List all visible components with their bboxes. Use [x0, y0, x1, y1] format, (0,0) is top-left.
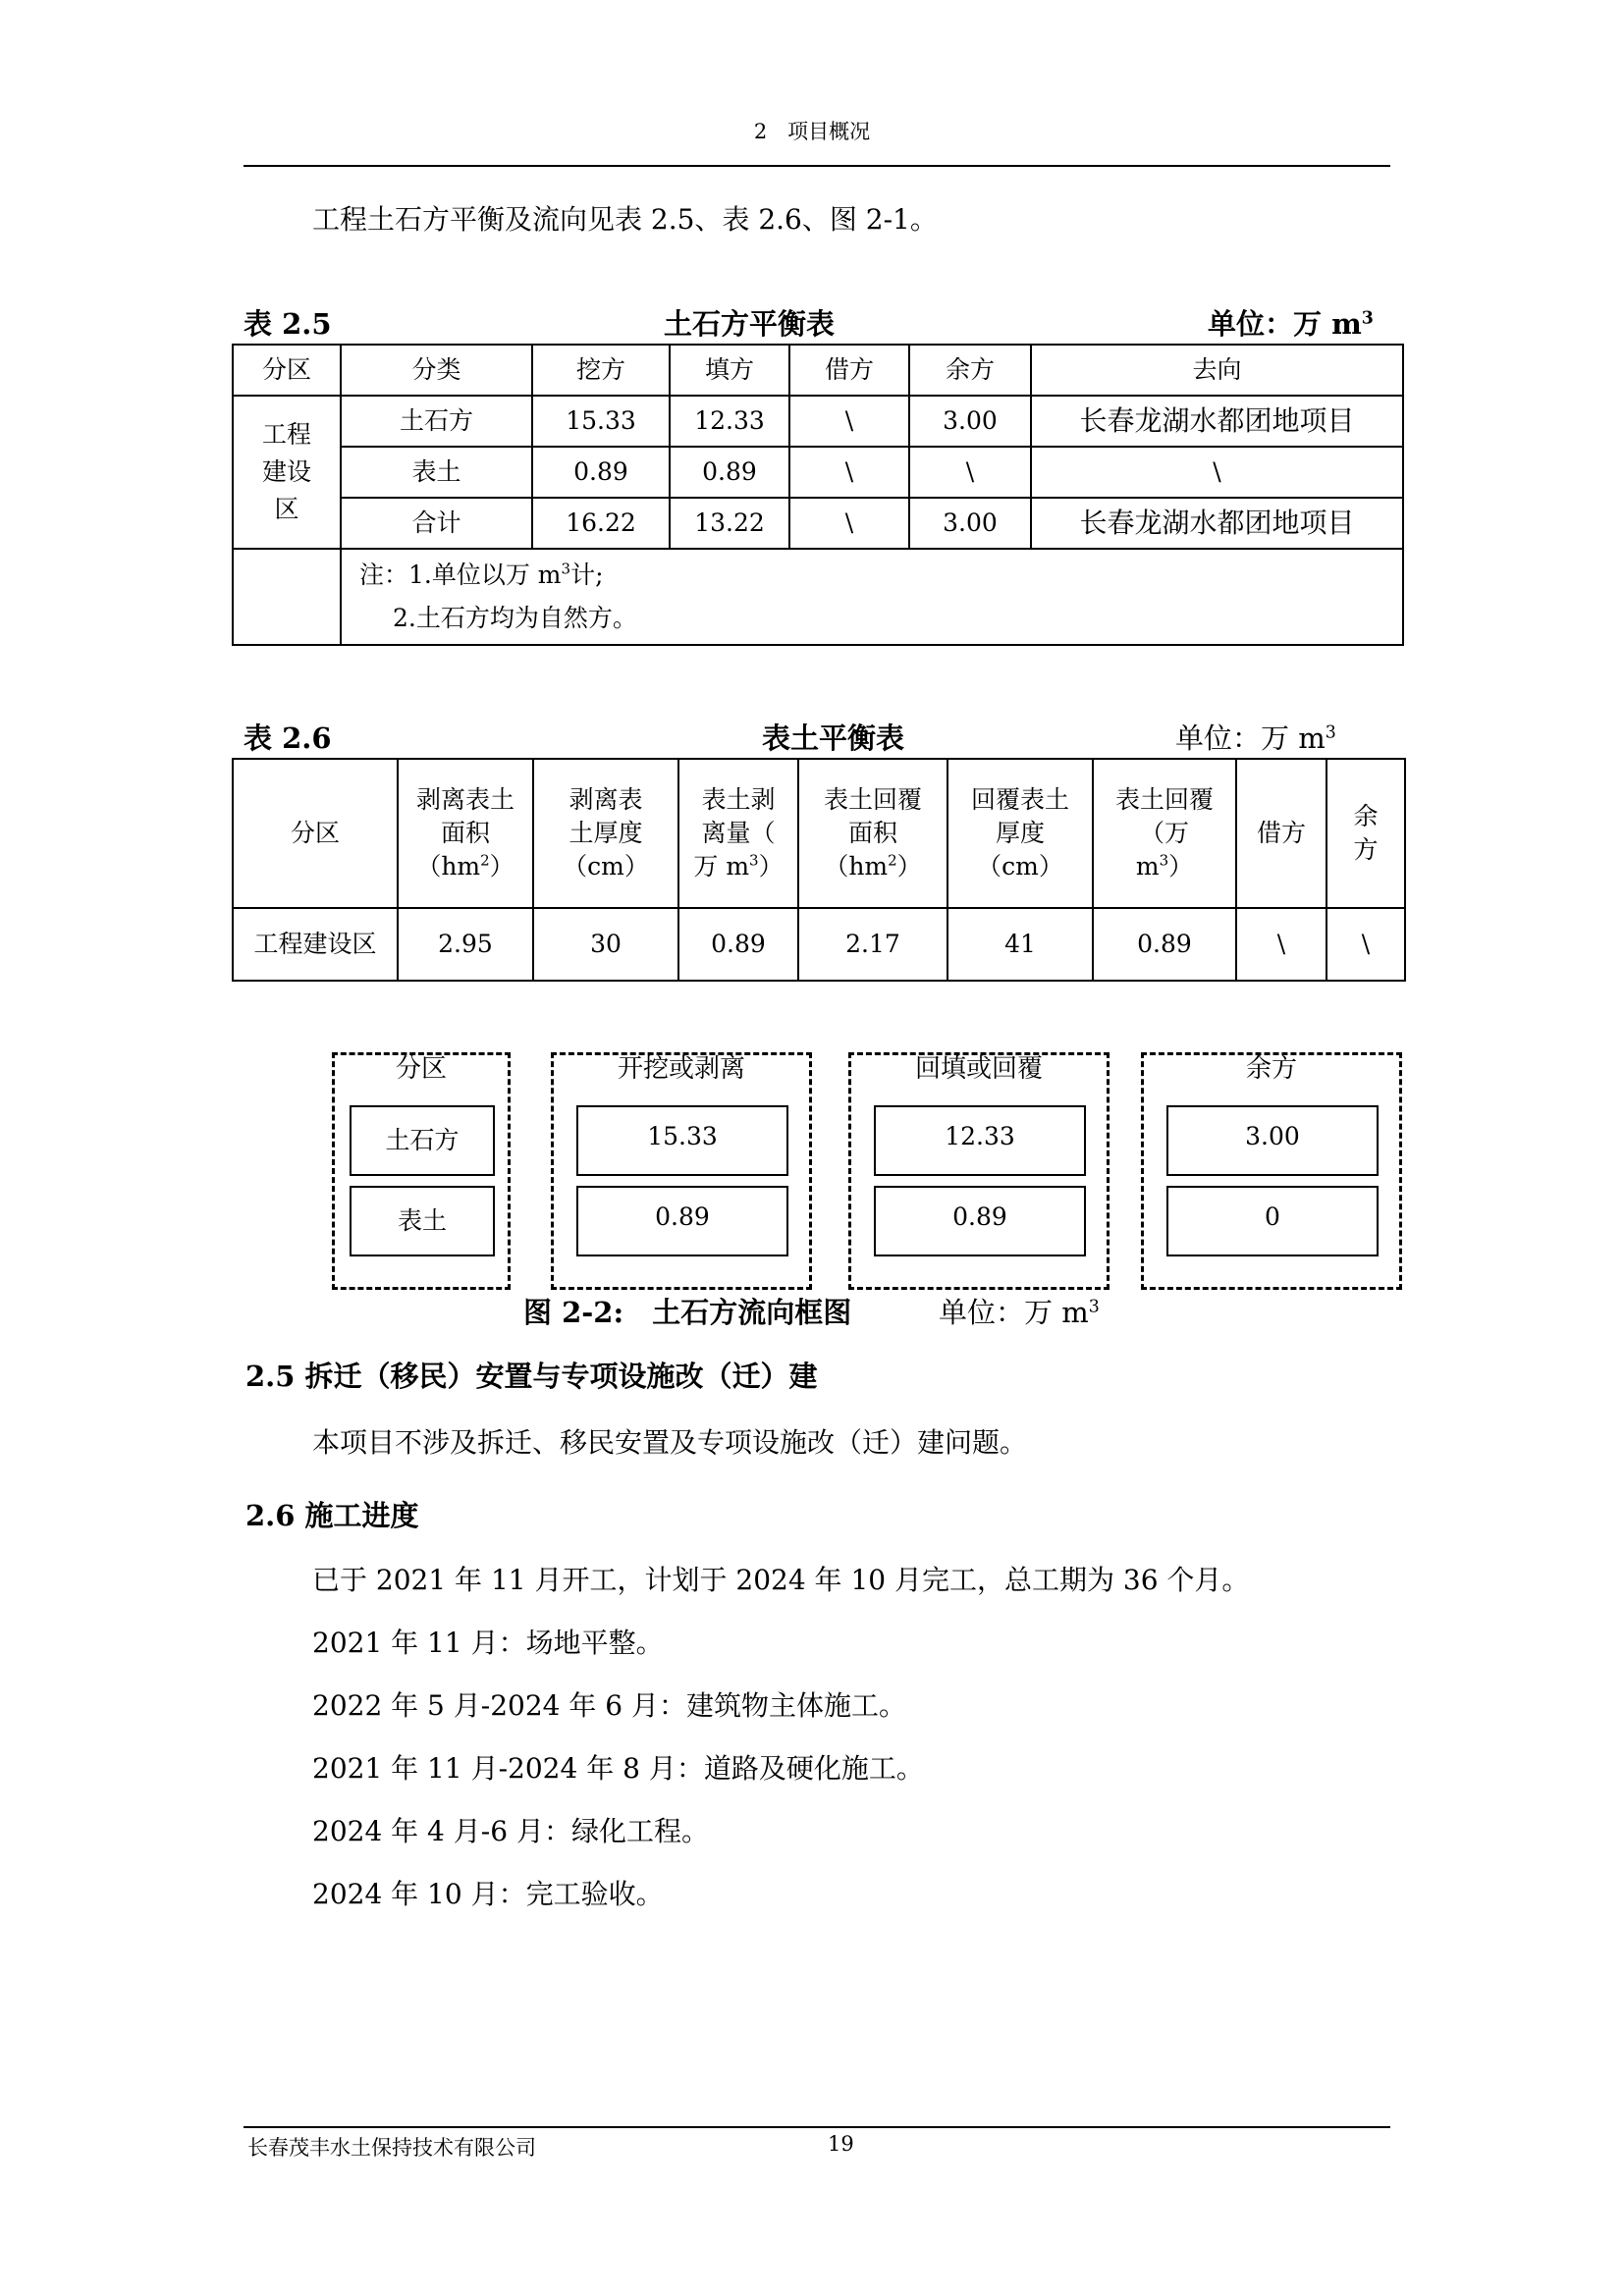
table26-unit: 单位：万 $m^3$	[1175, 721, 1336, 755]
schedule-line: 2021 年 11 月-2024 年 8 月：道路及硬化施工。	[312, 1752, 924, 1785]
flow-box: 0.89	[576, 1186, 788, 1256]
cover-area-cell: 2.17	[798, 908, 947, 981]
surplus-cell: \	[1326, 908, 1405, 981]
table-note-row	[233, 549, 1403, 645]
table25-title: 土石方平衡表	[664, 307, 836, 341]
destination-cell: 长春龙湖水都团地项目	[1031, 396, 1403, 447]
strip-thickness-cell: 30	[533, 908, 678, 981]
strip-area-cell: 2.95	[398, 908, 533, 981]
flow-box: 12.33	[874, 1105, 1086, 1176]
destination-cell: \	[1031, 447, 1403, 498]
flow-box: 3.00	[1166, 1105, 1379, 1176]
flow-box: 15.33	[576, 1105, 788, 1176]
table-header-row	[233, 345, 1403, 396]
table-row	[233, 447, 1403, 498]
zone-cell: 工程建设区	[233, 396, 341, 549]
flow-box: 土石方	[350, 1105, 495, 1176]
col-header-borrow: 借方	[1236, 759, 1326, 908]
zone-cell: 工程建设区	[233, 908, 398, 981]
cut-cell: 15.33	[532, 396, 670, 447]
col-header-zone: 分区	[233, 345, 341, 396]
table-row	[233, 498, 1403, 549]
category-cell: 表土	[341, 447, 532, 498]
flow-box: 0	[1166, 1186, 1379, 1256]
footer-rule	[244, 2126, 1390, 2128]
cut-cell: 0.89	[532, 447, 670, 498]
table26-title: 表土平衡表	[762, 721, 905, 755]
topsoil-balance-table	[232, 758, 1406, 982]
col-header-cover-volume: 表土回覆（万 $m^3$）	[1093, 759, 1236, 908]
col-header-destination: 去向	[1031, 345, 1403, 396]
borrow-cell: \	[1236, 908, 1326, 981]
col-header-category: 分类	[341, 345, 532, 396]
table-row	[233, 396, 1403, 447]
col-header-strip-area: 剥离表土面积$(hm^2)$	[398, 759, 533, 908]
borrow-cell: \	[789, 498, 909, 549]
table-note: 注：1.单位以万 $m^3$计; 2.土石方均为自然方。	[341, 549, 1403, 645]
intro-text: 工程土石方平衡及流向见表 2.5、表 2.6、图 2-1。	[312, 203, 938, 236]
borrow-cell: \	[789, 447, 909, 498]
schedule-line: 2024 年 4 月-6 月：绿化工程。	[312, 1815, 709, 1847]
page-number: 19	[828, 2132, 854, 2156]
col-header-surplus: 余方	[909, 345, 1031, 396]
header-rule	[244, 165, 1390, 167]
col-header-surplus: 余方	[1326, 759, 1405, 908]
col-header-strip-volume: 表土剥离量（ 万 $m^3$）	[678, 759, 798, 908]
flow-group-label: 分区	[395, 1054, 447, 1084]
table-header-row	[233, 759, 1405, 908]
flow-box: 表土	[350, 1186, 495, 1256]
section-body: 本项目不涉及拆迁、移民安置及专项设施改（迁）建问题。	[312, 1426, 1028, 1459]
surplus-cell: 3.00	[909, 498, 1031, 549]
col-header-zone: 分区	[233, 759, 398, 908]
schedule-line: 2024 年 10 月：完工验收。	[312, 1878, 664, 1910]
figure-unit: 单位：万 $m^3$	[939, 1296, 1100, 1329]
table25-label: 表 2.5	[244, 307, 332, 341]
table26-label: 表 2.6	[244, 721, 332, 755]
footer-company: 长春茂丰水土保持技术有限公司	[247, 2136, 536, 2160]
schedule-line: 已于 2021 年 11 月开工，计划于 2024 年 10 月完工，总工期为 36 个月。	[312, 1564, 1250, 1596]
section-heading: 2.5 拆迁（移民）安置与专项设施改（迁）建	[245, 1360, 818, 1393]
strip-volume-cell: 0.89	[678, 908, 798, 981]
table25-unit: 单位：万 $m^3$	[1208, 307, 1374, 341]
col-header-strip-thickness: 剥离表土厚度（cm）	[533, 759, 678, 908]
schedule-line: 2021 年 11 月：场地平整。	[312, 1627, 664, 1659]
table-row	[233, 908, 1405, 981]
category-cell: 合计	[341, 498, 532, 549]
surplus-cell: 3.00	[909, 396, 1031, 447]
flow-box: 0.89	[874, 1186, 1086, 1256]
page-header: 2 项目概况	[753, 120, 871, 143]
fill-cell: 0.89	[670, 447, 789, 498]
col-header-cover-thickness: 回覆表土厚度（cm）	[947, 759, 1093, 908]
section-heading: 2.6 施工进度	[245, 1499, 419, 1532]
borrow-cell: \	[789, 396, 909, 447]
category-cell: 土石方	[341, 396, 532, 447]
figure-caption: 图 2-2: 土石方流向框图	[523, 1296, 852, 1329]
col-header-fill: 填方	[670, 345, 789, 396]
flow-group-label: 余方	[1245, 1054, 1297, 1084]
flow-group-label: 回填或回覆	[914, 1054, 1043, 1084]
col-header-borrow: 借方	[789, 345, 909, 396]
fill-cell: 13.22	[670, 498, 789, 549]
note-blank-cell	[233, 549, 341, 645]
cut-cell: 16.22	[532, 498, 670, 549]
schedule-line: 2022 年 5 月-2024 年 6 月：建筑物主体施工。	[312, 1689, 907, 1722]
earthwork-balance-table	[232, 344, 1404, 646]
destination-cell: 长春龙湖水都团地项目	[1031, 498, 1403, 549]
fill-cell: 12.33	[670, 396, 789, 447]
cover-thickness-cell: 41	[947, 908, 1093, 981]
flow-group-label: 开挖或剥离	[617, 1054, 745, 1084]
cover-volume-cell: 0.89	[1093, 908, 1236, 981]
col-header-cover-area: 表土回覆面积$(hm^2)$	[798, 759, 947, 908]
col-header-cut: 挖方	[532, 345, 670, 396]
surplus-cell: \	[909, 447, 1031, 498]
